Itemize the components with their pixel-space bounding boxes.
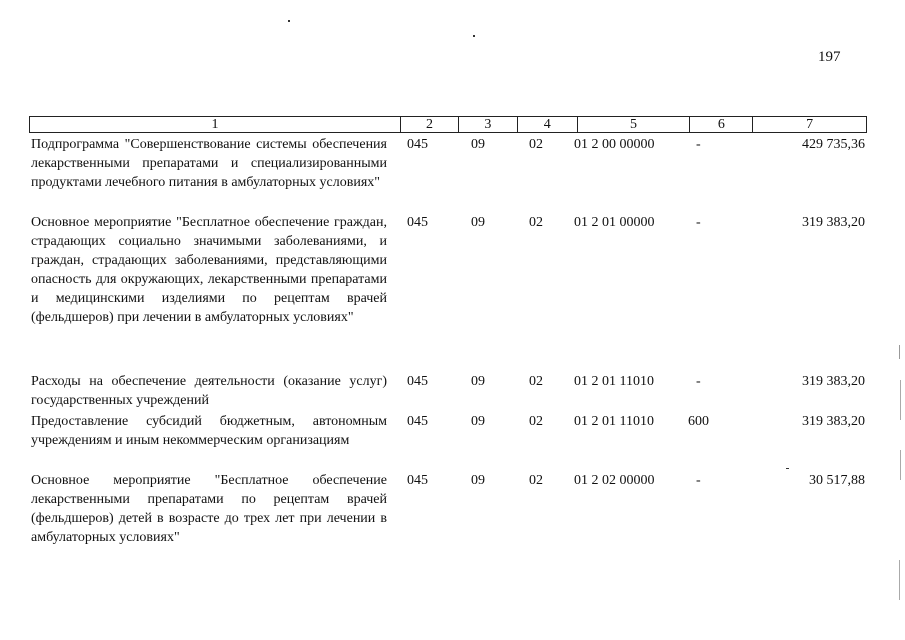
row-col3: 09 [471, 137, 485, 152]
scan-speck [473, 35, 475, 37]
row-col2: 045 [407, 374, 428, 389]
row-col2: 045 [407, 215, 428, 230]
row-col7: 429 735,36 [802, 137, 865, 152]
row-col3: 09 [471, 215, 485, 230]
row-col4: 02 [529, 374, 543, 389]
table-header [29, 116, 867, 133]
row-col4: 02 [529, 414, 543, 429]
row-col4: 02 [529, 137, 543, 152]
row-col7: 319 383,20 [802, 374, 865, 389]
row-col6: - [696, 215, 701, 230]
row-col6: 600 [688, 414, 709, 429]
header-col-7: 7 [752, 117, 866, 132]
row-col2: 045 [407, 414, 428, 429]
page-number: 197 [818, 49, 841, 65]
scan-speck [900, 380, 901, 420]
row-col7: 30 517,88 [809, 473, 865, 488]
row-col5: 01 2 01 11010 [574, 374, 654, 389]
scan-speck [786, 468, 789, 469]
row-col6: - [696, 473, 701, 488]
header-col-5: 5 [577, 117, 690, 132]
row-description: Расходы на обеспечение деятельности (оказание услуг) государственных учреждений [31, 374, 387, 408]
row-col6: - [696, 374, 701, 389]
row-description: Основное мероприятие "Бесплатное обеспечение граждан, страдающих социально значимыми заболеваниями, и граждан, страдающих заболеваниями, представляющими опасность для окружающих, лекарственными препаратами и медицинскими изделиями по рецептам врачей (фельдшеров) при лечении в амбулаторных условиях" [31, 215, 387, 325]
scan-speck [900, 450, 901, 480]
header-col-6: 6 [689, 117, 752, 132]
header-col-3: 3 [458, 117, 517, 132]
scan-speck [899, 560, 900, 600]
row-col3: 09 [471, 414, 485, 429]
row-col5: 01 2 01 00000 [574, 215, 655, 230]
header-col-1: 1 [211, 117, 219, 132]
scan-speck [288, 20, 290, 22]
row-description: Предоставление субсидий бюджетным, автономным учреждениям и иным некоммерческим организациям [31, 414, 387, 448]
row-col7: 319 383,20 [802, 215, 865, 230]
row-col2: 045 [407, 137, 428, 152]
row-description: Основное мероприятие "Бесплатное обеспечение лекарственными препаратами по рецептам врачей (фельдшеров) детей в возрасте до трех лет при лечении в амбулаторных условиях" [31, 473, 387, 545]
row-col5: 01 2 01 11010 [574, 414, 654, 429]
row-col4: 02 [529, 473, 543, 488]
row-col7: 319 383,20 [802, 414, 865, 429]
scan-speck [899, 345, 900, 359]
row-col2: 045 [407, 473, 428, 488]
row-description: Подпрограмма "Совершенствование системы обеспечения лекарственными препаратами и специализированными продуктами лечебного питания в амбулаторных условиях" [31, 137, 387, 190]
row-col3: 09 [471, 374, 485, 389]
row-col3: 09 [471, 473, 485, 488]
row-col5: 01 2 02 00000 [574, 473, 655, 488]
row-col6: - [696, 137, 701, 152]
header-col-2: 2 [400, 117, 458, 132]
row-col4: 02 [529, 215, 543, 230]
row-col5: 01 2 00 00000 [574, 137, 655, 152]
header-col-4: 4 [517, 117, 577, 132]
